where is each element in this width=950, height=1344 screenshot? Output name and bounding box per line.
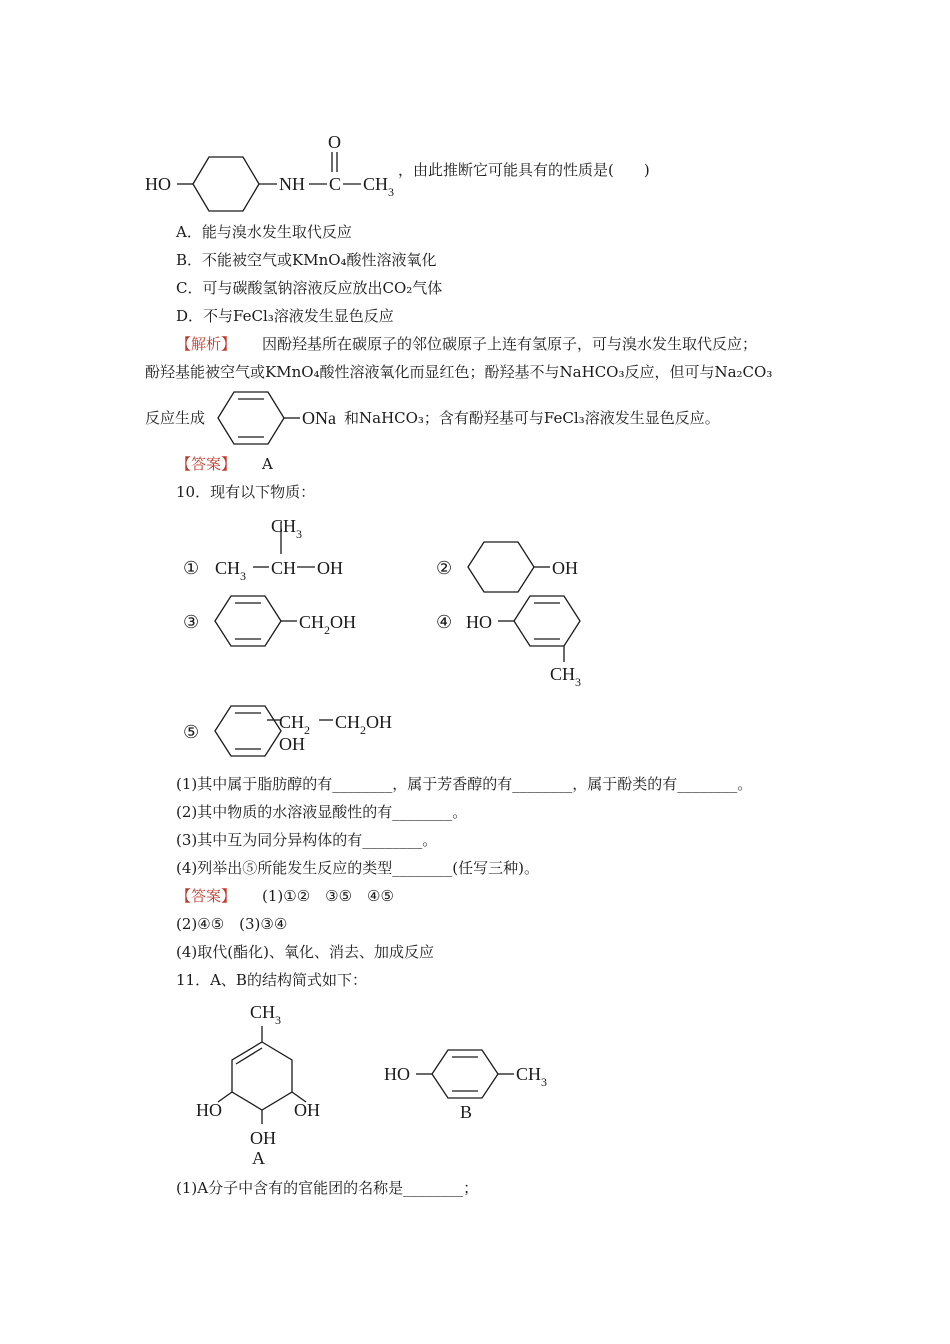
q9-stem-suffix: ，由此推断它可能具有的性质是( ) <box>398 161 650 179</box>
q11-stem: 11．A、B的结构简式如下： <box>176 971 367 989</box>
q9-ho-label: HO <box>145 174 171 194</box>
q10-question-3: (3)其中互为同分异构体的有________。 <box>176 831 438 849</box>
svg-text:OH: OH <box>552 558 578 578</box>
q9-option-a: A．能与溴水发生取代反应 <box>176 223 352 241</box>
q10-answer-tag: 【答案】 <box>176 887 237 905</box>
svg-text:CH3: $CH_3$ <box>215 558 247 583</box>
svg-text:HO: HO <box>196 1100 222 1120</box>
q10-answer-line3: (4)取代(酯化)、氧化、消去、加成反应 <box>176 943 434 961</box>
compound-2-number: ② <box>436 558 453 578</box>
q9-option-d: D．不与FeCl₃溶液发生显色反应 <box>176 307 394 325</box>
q9-nh-label: NH <box>279 174 305 194</box>
compound-1-number: ① <box>183 558 200 578</box>
q10-stem: 10．现有以下物质： <box>176 483 316 501</box>
structure-b <box>382 1046 582 1126</box>
q9-analysis-line2: 酚羟基能被空气或KMnO₄酸性溶液氧化而显红色；酚羟基不与NaHCO₃反应，但可与Na₂CO₃ <box>145 363 773 381</box>
compound-5-structure <box>183 700 423 770</box>
q9-analysis-tag: 【解析】 <box>176 335 237 353</box>
q10-question-4: (4)列举出⑤所能发生反应的类型________(任写三种)。 <box>176 859 539 877</box>
q9-o-label: O <box>328 132 341 152</box>
structure-a-label: A <box>252 1148 265 1168</box>
svg-text:OH: OH <box>279 734 305 754</box>
q11-question-1: (1)A分子中含有的官能团的名称是________； <box>176 1179 479 1197</box>
svg-text:OH: OH <box>294 1100 320 1120</box>
structure-a <box>194 998 344 1168</box>
compound-4-structure <box>436 592 606 692</box>
q9-analysis-line3-suffix: 和NaHCO₃；含有酚羟基可与FeCl₃溶液发生显色反应。 <box>344 409 720 427</box>
q9-option-c: C．可与碳酸氢钠溶液反应放出CO₂气体 <box>176 279 443 297</box>
svg-text:CH2OH: $CH_2OH$ <box>299 612 357 637</box>
benzene-ring <box>193 157 259 211</box>
compound-5-number: ⑤ <box>183 722 200 742</box>
q10-question-1: (1)其中属于脂肪醇的有________，属于芳香醇的有________，属于酚类的有________。 <box>176 775 753 793</box>
svg-text:CH3: $CH_3$ <box>250 1002 282 1027</box>
compound-1-structure <box>183 512 383 592</box>
svg-text:HO: HO <box>384 1064 410 1084</box>
compound-3-structure <box>183 592 383 662</box>
compound-4-number: ④ <box>436 612 453 632</box>
ona-label: ONa <box>302 408 336 428</box>
svg-text:CH3: $CH_3$ <box>271 516 303 541</box>
q9-answer: A <box>262 455 273 473</box>
cyclohexane-ring <box>468 542 534 592</box>
compound-3-number: ③ <box>183 612 200 632</box>
q10-answer-line1: (1)①② ③⑤ ④⑤ <box>262 887 394 905</box>
svg-text:CH3: $CH_3$ <box>550 664 582 689</box>
q10-question-2: (2)其中物质的水溶液显酸性的有________。 <box>176 803 468 821</box>
q9-option-b: B．不能被空气或KMnO₄酸性溶液氧化 <box>176 251 437 269</box>
structure-b-label: B <box>460 1102 473 1122</box>
svg-text:CH3: $CH_3$ <box>516 1064 548 1089</box>
svg-text:OH: OH <box>317 558 343 578</box>
q9-analysis-line3-prefix: 反应生成 <box>145 409 206 427</box>
q9-ch3-label: $CH_3$ <box>363 174 395 199</box>
q9-analysis-line1: 因酚羟基所在碳原子的邻位碳原子上连有氢原子，可与溴水发生取代反应； <box>262 335 758 353</box>
sodium-phenoxide-structure <box>216 388 356 448</box>
svg-text:HO: HO <box>466 612 492 632</box>
q9-answer-tag: 【答案】 <box>176 455 237 473</box>
svg-text:CH2: $CH_2$ <box>279 712 311 737</box>
svg-text:CH2OH: $CH_2OH$ <box>335 712 393 737</box>
q10-answer-line2: (2)④⑤ (3)③④ <box>176 915 288 933</box>
svg-text:OH: OH <box>250 1128 276 1148</box>
q9-c-label: C <box>329 174 342 194</box>
svg-text:CH: CH <box>271 558 297 578</box>
